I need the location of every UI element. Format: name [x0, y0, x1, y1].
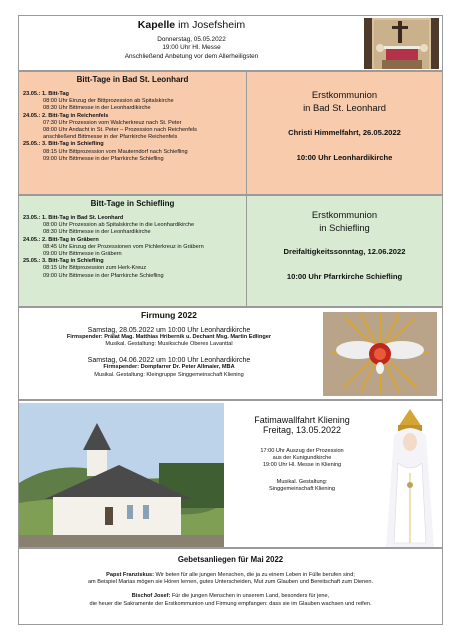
- schiefling-heading: Bitt-Tage in Schiefling: [90, 199, 175, 208]
- kapelle-time: 19:00 Uhr Hl. Messe: [162, 44, 221, 52]
- firmung-heading: Firmung 2022: [141, 310, 197, 320]
- leonhard-schedule-line: anschließend Bittmesse in der Pfarrkirche Reichenfels: [43, 134, 178, 141]
- schiefling-erstkommunion: [247, 196, 442, 306]
- leonhard-schedule-line: 23.05.: 1. Bitt-Tag: [23, 91, 69, 97]
- fatima-title-2: Freitag, 13.05.2022: [262, 425, 342, 435]
- leonhard-bitt-tage: [19, 72, 247, 194]
- fatima-statue-photo: [380, 403, 440, 547]
- schiefling-schedule-line: 09:00 Uhr Bittmesse in der Pfarrkirche Schiefling: [43, 272, 164, 279]
- leonhard-ek-time: 10:00 Uhr Leonhardikirche: [296, 153, 393, 162]
- leonhard-schedule-line: 25.05.: 3. Bitt-Tag in Schiefling: [23, 141, 104, 148]
- leonhard-lines: [23, 91, 242, 163]
- chapel-landscape-photo: [19, 403, 224, 547]
- leonhard-section: [18, 71, 443, 195]
- leonhard-schedule-line: 08:15 Uhr Bittprozession vom Mauterndorf nach Schiefling: [43, 148, 188, 155]
- schiefling-schedule-line: 25.05.: 3. Bitt-Tag in Schiefling: [23, 258, 104, 265]
- chapel-altar-photo: [364, 18, 439, 69]
- fatima-title-1: Fatimawallfahrt Kliening: [254, 415, 350, 425]
- gebet-section: [18, 548, 443, 625]
- gebet-bischof-line-1: Bischof Josef: Für die jungen Menschen in unserem Land, besonders für jene,: [131, 593, 330, 600]
- firmung-section: [18, 307, 443, 400]
- leonhard-schedule-line: 08:00 Uhr Einzug der Bittprozession ab Spitalskirche: [43, 98, 174, 105]
- schiefling-schedule-line: 23.05.: 1. Bitt-Tag in Bad St. Leonhard: [23, 215, 124, 221]
- schiefling-section: [18, 195, 443, 307]
- fatima-text: [227, 415, 377, 493]
- firmung-event2-spender: Firmspender: Dompfarrer Dr. Peter Allmaier, MBA: [103, 364, 235, 371]
- leonhard-schedule-line: 24.05.: 2. Bitt-Tag in Reichenfels: [23, 112, 109, 119]
- firmung-event1-date: Samstag, 28.05.2022 um 10:00 Uhr Leonhardikirche: [87, 327, 251, 334]
- schiefling-schedule-line: 09:00 Uhr Bittmesse in Gräbern: [43, 251, 122, 258]
- firmung-event2-music: Musikal. Gestaltung: Kleingruppe Singgemeinschaft Kliening: [94, 371, 244, 378]
- schiefling-ek-title-1: Erstkommunion: [311, 209, 378, 220]
- firmung-text: [19, 310, 319, 379]
- leonhard-schedule-line: 07:30 Uhr Prozession vom Walcherkreuz nach St. Peter: [43, 119, 182, 126]
- schiefling-schedule-line: 08:30 Uhr Bittmesse in der Leonhardikirche: [43, 229, 151, 236]
- fatima-section: [18, 400, 443, 548]
- schiefling-ek-title-2: in Schiefling: [319, 222, 370, 233]
- leonhard-ek-title-1: Erstkommunion: [311, 89, 378, 100]
- leonhard-heading: Bitt-Tage in Bad St. Leonhard: [76, 75, 189, 84]
- gebet-heading: Gebetsanliegen für Mai 2022: [177, 555, 284, 564]
- leonhard-schedule-line: 08:30 Uhr Bittmesse in der Leonhardikirche: [43, 105, 151, 112]
- kapelle-section: [18, 15, 443, 71]
- holy-spirit-dove-photo: [323, 312, 437, 396]
- leonhard-ek-date: Christi Himmelfahrt, 26.05.2022: [288, 128, 401, 137]
- fatima-time-3: 19:00 Uhr Hl. Messe in Kliening: [262, 462, 342, 469]
- fatima-music-2: Singgemeinschaft Kliening: [269, 485, 335, 492]
- firmung-event2-date: Samstag, 04.06.2022 um 10:00 Uhr Leonhardikirche: [87, 357, 251, 365]
- fatima-time-2: aus der Kunigundkirche: [272, 455, 332, 462]
- schiefling-ek-time: 10:00 Uhr Pfarrkirche Schiefling: [286, 272, 403, 281]
- gebet-bischof-line-2: die heuer die Sakramente der Erstkommunion und Firmung empfangen: dass sie im Glauben wachsen und reifen.: [89, 600, 372, 607]
- schiefling-schedule-line: 08:00 Uhr Prozession ab Spitalskirche in die Leonhardikirche: [43, 222, 195, 229]
- kapelle-note: Anschließend Anbetung vor dem Allerheiligsten: [124, 52, 259, 60]
- kapelle-text: [19, 16, 364, 61]
- gebet-papst-line-1: Papst Franziskus: Wir beten für alle jungen Menschen, die ja zu einem Leben in Fülle berufen sind;: [106, 572, 355, 578]
- firmung-event1-spender: Firmspender: Prälat Mag. Matthias Hribernik u. Dechant Msg. Martin Edlinger: [66, 334, 272, 340]
- leonhard-schedule-line: 08:00 Uhr Andacht in St. Peter – Prozession nach Reichenfels: [43, 127, 197, 134]
- fatima-time-1: 17:00 Uhr Auszug der Prozession: [260, 448, 344, 454]
- leonhard-ek-title-2: in Bad St. Leonhard: [303, 102, 386, 113]
- leonhard-schedule-line: 09:00 Uhr Bittmesse in der Pfarrkirche Schiefling: [43, 155, 164, 162]
- schiefling-ek-date: Dreifaltigkeitssonntag, 12.06.2022: [283, 247, 406, 256]
- schiefling-schedule-line: 24.05.: 2. Bitt-Tag in Gräbern: [23, 236, 99, 243]
- schiefling-schedule-line: 08:45 Uhr Einzug der Prozessionen vom Pichlerkreuz in Gräbern: [43, 243, 204, 250]
- schiefling-lines: [23, 215, 242, 280]
- firmung-event1-music: Musikal. Gestaltung: Musikschule Oberes Lavanttal: [105, 341, 233, 348]
- gebet-papst-line-2: am Beispiel Marias mögen sie Hören lernen, gutes Unterscheiden, Mut zum Glauben und Bereitschaft zum Dienen.: [87, 579, 374, 586]
- kapelle-title: Kapelle im Josefsheim: [137, 19, 246, 31]
- schiefling-schedule-line: 08:15 Uhr Bittprozession zum Herk-Kreuz: [43, 265, 147, 272]
- fatima-music-1: Musikal. Gestaltung:: [276, 478, 328, 485]
- kapelle-date: Donnerstag, 05.05.2022: [157, 36, 226, 43]
- leonhard-erstkommunion: [247, 72, 442, 194]
- schiefling-bitt-tage: [19, 196, 247, 306]
